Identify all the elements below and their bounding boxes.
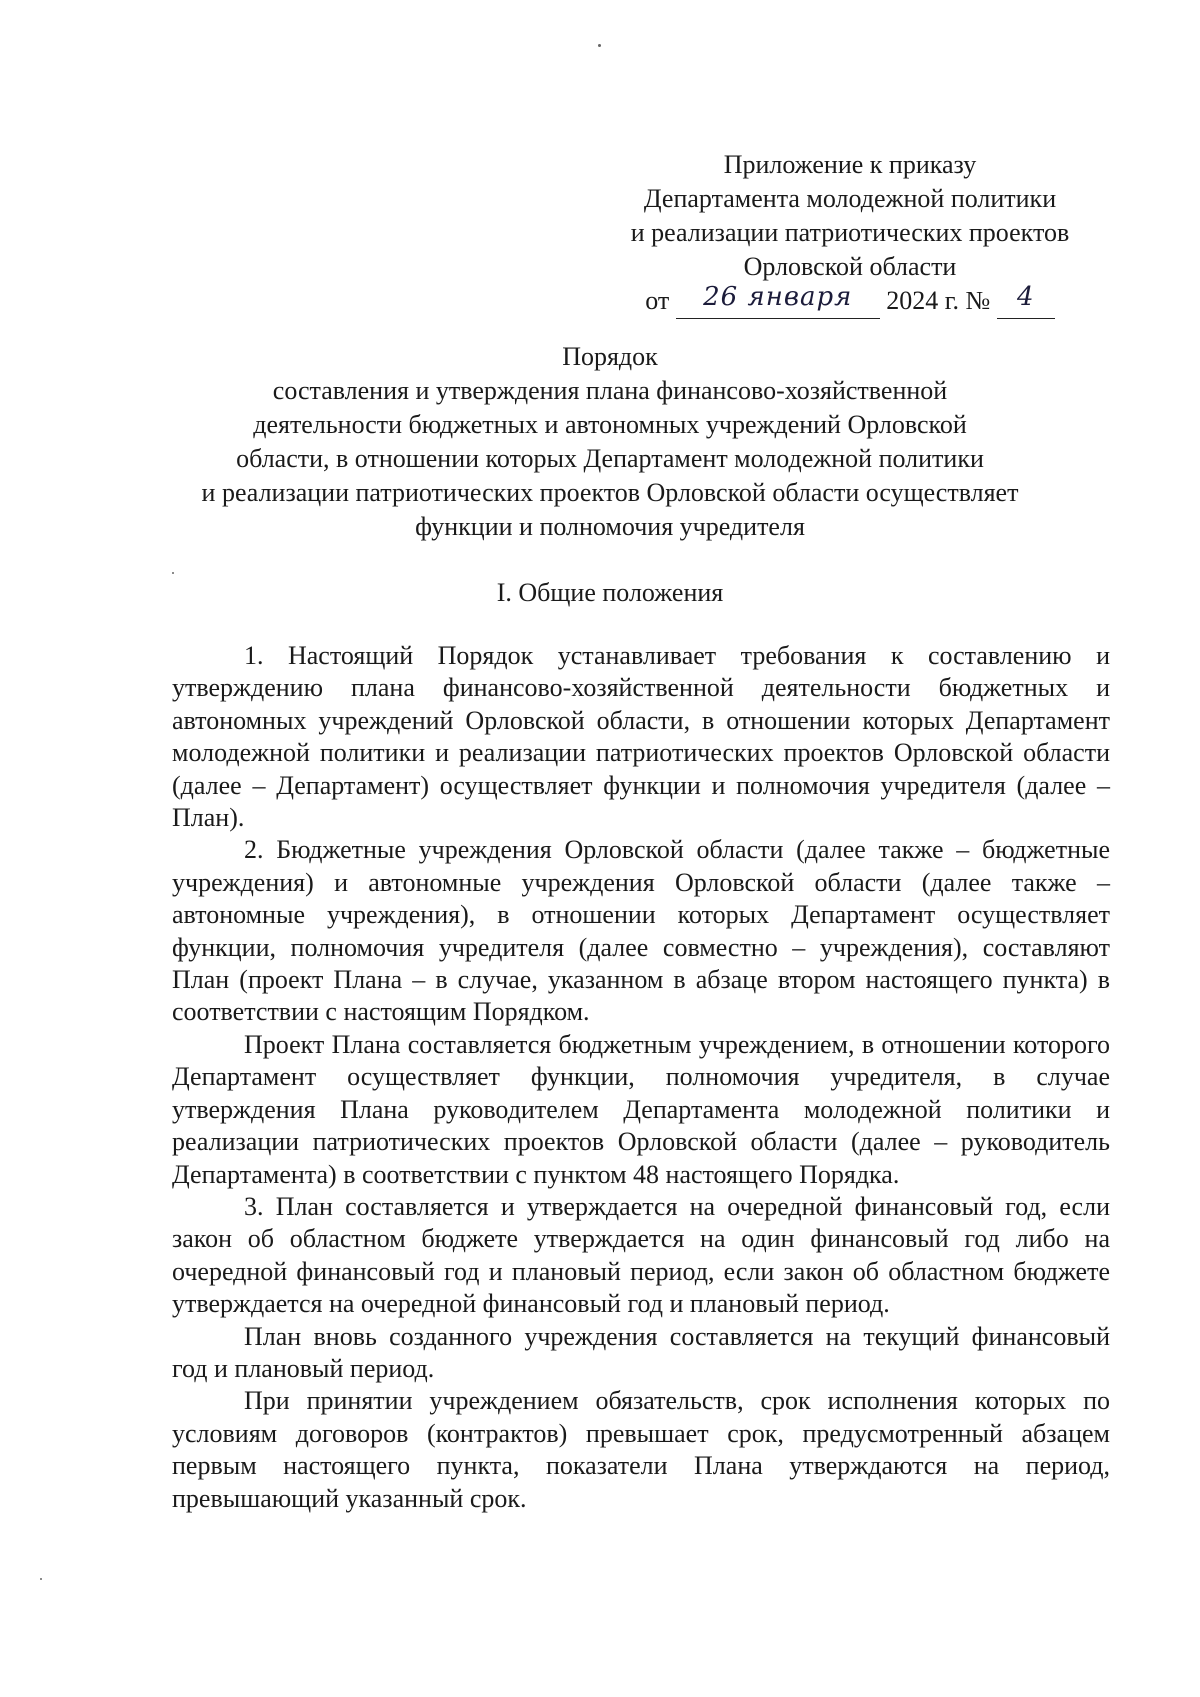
title-line-6: функции и полномочия учредителя xyxy=(415,512,805,541)
paragraph: 2. Бюджетные учреждения Орловской области (далее также – бюджетные учреждения) и автономные учреждения Орловской области (далее также – автономные учреждения), в отношении которых Департамент осуществляет функции, полномочия учредителя (далее совместно – учреждения), составляют План (проект Плана – в случае, указанном в абзаце втором настоящего пункта) в соответствии с настоящим Порядком. xyxy=(172,835,1110,1027)
title-line-5: и реализации патриотических проектов Орловской области осуществляет xyxy=(201,478,1019,507)
title-line-1: Порядок xyxy=(562,342,658,371)
scan-speck xyxy=(40,1578,42,1580)
paragraph: Проект Плана составляется бюджетным учреждением, в отношении которого Департамент осуществляет функции, полномочия учредителя, в случае утверждения Плана руководителем Департамента молодежной политики и реализации патриотических проектов Орловской области (далее – руководитель Департамента) в соответствии с пунктом 48 настоящего Порядка. xyxy=(172,1029,1110,1189)
title-line-4: области, в отношении которых Департамент молодежной политики xyxy=(236,444,984,473)
document-title xyxy=(130,340,1090,544)
paragraph: 3. План составляется и утверждается на очередной финансовый год, если закон об областном бюджете утверждается на один финансовый год либо на очередной финансовый год и плановый период, если закон об областном бюджете утверждается на очередной финансовый год и плановый период. xyxy=(172,1191,1110,1319)
handwritten-number: 4 xyxy=(1017,282,1035,312)
paragraph: План вновь созданного учреждения составляется на текущий финансовый год и плановый период. xyxy=(172,1321,1110,1383)
date-prefix: от xyxy=(645,286,670,315)
date-year: 2024 г. № xyxy=(886,286,991,315)
number-fill-field xyxy=(997,284,1055,319)
handwritten-date: 26 января xyxy=(703,282,853,312)
annex-line-1: Приложение к приказу xyxy=(723,150,977,179)
paragraph: 1. Настоящий Порядок устанавливает требования к составлению и утверждению плана финансово-хозяйственной деятельности бюджетных и автономных учреждений Орловской области, в отношении которых Департамент молодежной политики и реализации патриотических проектов Орловской области (далее – Департамент) осуществляет функции и полномочия учредителя (далее – План). xyxy=(172,641,1110,833)
annex-line-2: Департамента молодежной политики xyxy=(643,184,1057,213)
scan-speck xyxy=(598,44,601,47)
scan-speck xyxy=(172,572,174,574)
order-date-line xyxy=(600,284,1100,319)
annex-line-3: и реализации патриотических проектов xyxy=(630,218,1070,247)
section-heading: I. Общие положения xyxy=(496,578,724,607)
title-line-2: составления и утверждения плана финансово-хозяйственной xyxy=(272,376,948,405)
paragraph: При принятии учреждением обязательств, срок исполнения которых по условиям договоров (контрактов) превышает срок, предусмотренный абзацем первым настоящего пункта, показатели Плана утверждаются на период, превышающий указанный срок. xyxy=(172,1386,1110,1513)
annex-header xyxy=(600,148,1100,319)
title-line-3: деятельности бюджетных и автономных учреждений Орловской xyxy=(253,410,967,439)
annex-line-4: Орловской области xyxy=(743,252,957,281)
document-body xyxy=(172,640,1110,1515)
date-fill-field xyxy=(676,284,880,319)
